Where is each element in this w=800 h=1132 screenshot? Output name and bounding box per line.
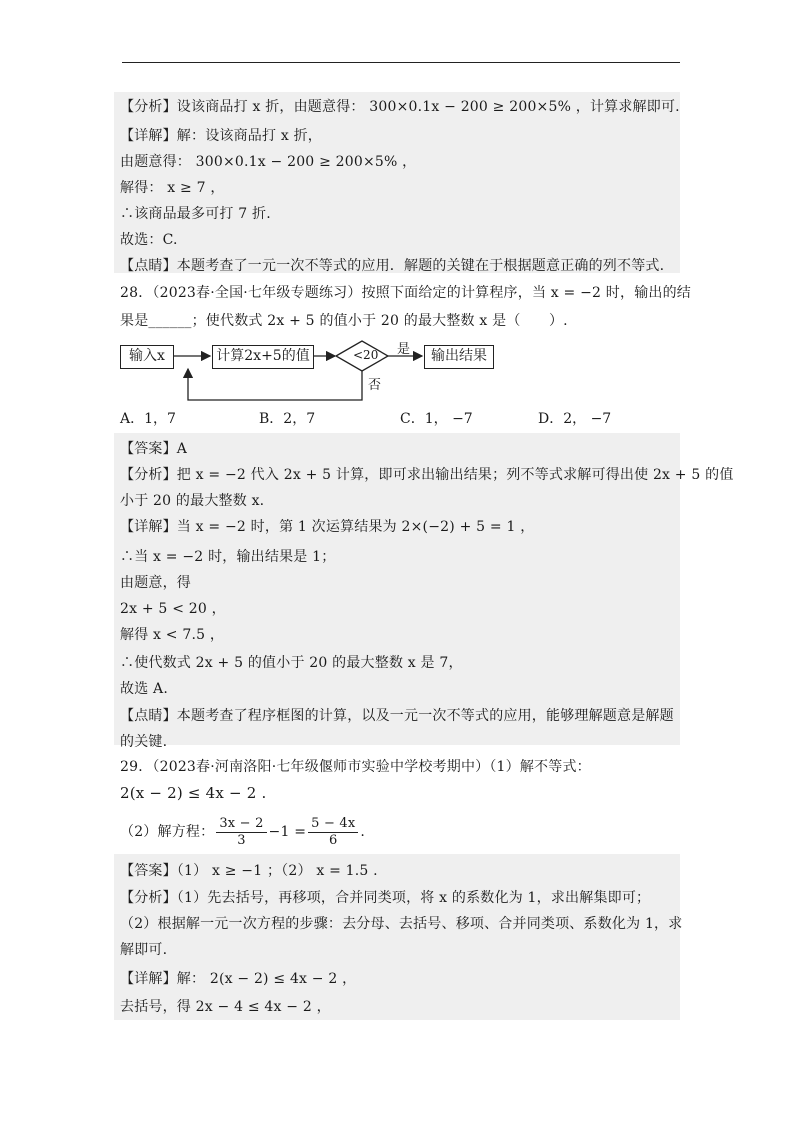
detail-line: 【详解】解：设该商品打 x 折， [120,128,322,144]
comment-line: 【点睛】本题考查了一元一次不等式的应用．解题的关键在于根据题意正确的列不等式. [120,258,665,274]
text-line: 去括号，得 2x − 4 ≤ 4x − 2 ， [120,999,331,1015]
analysis-line: 【分析】把 x = −2 代入 2x + 5 计算，即可求出输出结果；列不等式求解可得出使 2x + 5 的值 [120,467,734,483]
text-line: 解即可. [120,942,168,958]
option-a: A．1，7 [120,411,176,427]
text-line: 解得 x < 7.5 ， [120,627,225,643]
fraction [308,816,358,849]
denominator: 6 [329,832,338,848]
analysis-line: 【分析】设该商品打 x 折，由题意得： 300×0.1x − 200 ≥ 200×5% ，计算求解即可. [120,99,680,115]
question-29-inequality: 2(x − 2) ≤ 4x − 2 . [120,784,267,802]
text-line: 小于 20 的最大整数 x. [120,493,265,509]
flow-condition-label: <20 [353,348,379,362]
text-line: ∴当 x = −2 时，输出结果是 1； [120,549,336,565]
text-line: 2x + 5 < 20 ， [120,601,226,617]
equation-suffix: . [360,824,366,840]
question-29-equation [120,812,365,852]
fraction [216,816,266,849]
question-28-text: 果是______；使代数式 2x + 5 的值小于 20 的最大整数 x 是（ ）. [120,313,568,329]
text-line: ∴该商品最多可打 7 折. [120,206,271,222]
numerator: 3x − 2 [216,816,266,833]
text-line: 的关键. [120,734,168,750]
text-line: 由题意，得 [120,575,191,591]
flowchart-connectors [0,0,800,420]
arrow-no-loop [188,369,362,400]
text-line: 故选 A. [120,681,169,697]
equation-prefix: （2）解方程： [120,824,215,840]
answer-line: 【答案】A [120,441,188,457]
equation-middle: −1 = [268,824,307,840]
text-line: （2）根据解一元一次方程的步骤：去分母、去括号、移项、合并同类项、系数化为 1，求 [120,916,683,932]
analysis-line: 【分析】（1）先去括号，再移项，合并同类项，将 x 的系数化为 1，求出解集即可； [120,890,651,906]
flow-input-box: 输入x [120,345,174,369]
option-b: B．2，7 [259,411,316,427]
answer-line: 【答案】（1） x ≥ −1 ；（2） x = 1.5 . [120,863,378,879]
flow-output-box: 输出结果 [424,345,494,369]
text-line: 由题意得： 300×0.1x − 200 ≥ 200×5% ， [120,154,417,170]
flow-no-label: 否 [368,378,382,393]
numerator: 5 − 4x [308,816,358,833]
text-line: 故选：C. [120,232,178,248]
detail-line: 【详解】当 x = −2 时，第 1 次运算结果为 2×(−2) + 5 = 1 ， [120,519,535,535]
flow-yes-label: 是 [397,342,411,357]
flow-compute-box: 计算2x+5的值 [212,345,314,369]
question-28-text: 28．（2023春·全国·七年级专题练习）按照下面给定的计算程序，当 x = −2 时，输出的结 [120,285,692,301]
detail-line: 【详解】解： 2(x − 2) ≤ 4x − 2 ， [120,971,357,987]
text-line: 解得： x ≥ 7 ， [120,180,225,196]
question-29-text: 29．（2023春·河南洛阳·七年级偃师市实验中学校考期中）（1）解不等式： [120,759,591,775]
option-c: C．1， −7 [400,411,473,427]
option-d: D．2， −7 [538,411,612,427]
text-line: ∴使代数式 2x + 5 的值小于 20 的最大整数 x 是 7， [120,655,463,671]
comment-line: 【点睛】本题考查了程序框图的计算，以及一元一次不等式的应用，能够理解题意是解题 [120,708,674,724]
denominator: 3 [237,832,246,848]
